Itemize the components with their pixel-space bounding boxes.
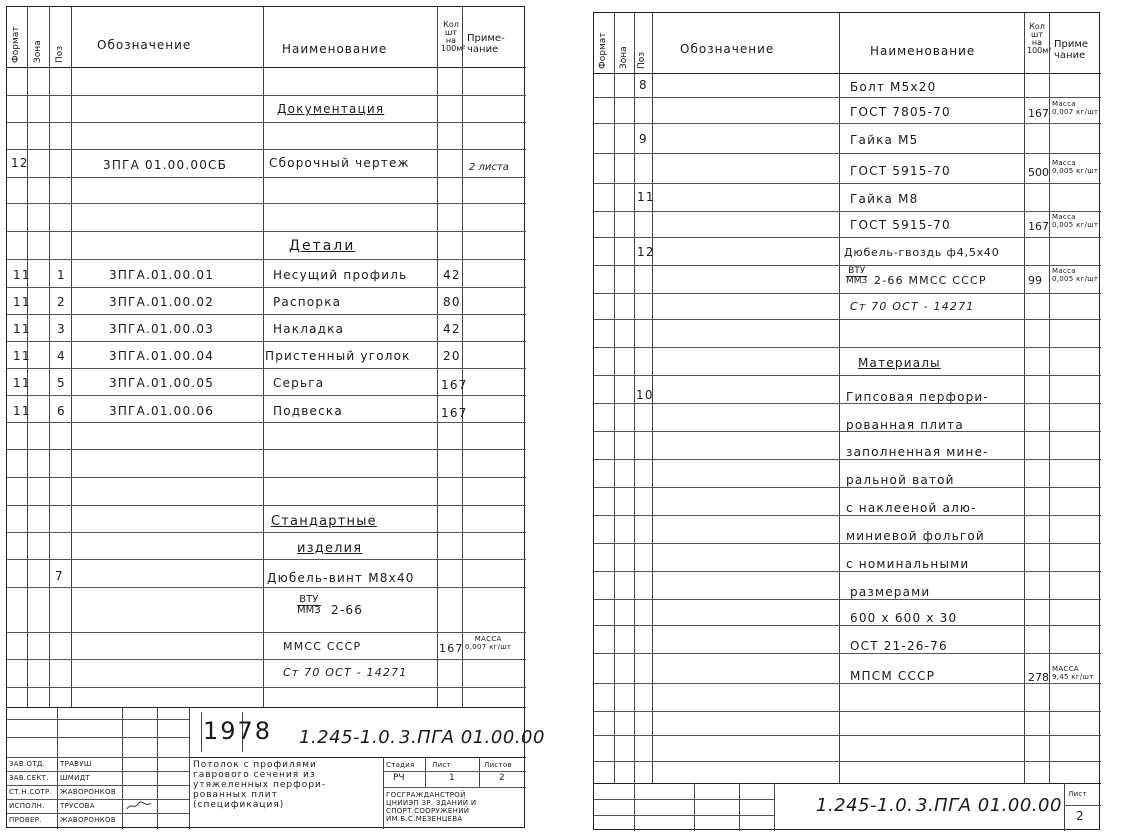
stamp-sheet: 1 [449, 773, 455, 783]
row-format: 11 [13, 295, 31, 309]
stamp-role: ЗАВ.СЕКТ. [9, 774, 49, 782]
row-designation: 3ПГА.01.00.01 [109, 268, 215, 282]
row-pos: 4 [57, 349, 66, 363]
header-note: Приме чание [1054, 39, 1089, 61]
row-name: с номинальными [846, 557, 970, 571]
row-qty: 167 [1028, 107, 1049, 120]
footer-sheet-label: Лист [1068, 790, 1087, 798]
row-name: Дюбель-гвоздь ф4,5х40 [844, 246, 1000, 259]
stamp-stage: РЧ [393, 773, 405, 783]
row-name: ГОСТ 7805-70 [850, 105, 951, 119]
row-qty: 167 [441, 378, 468, 392]
header-format: Формат [598, 32, 608, 69]
spec-sheet-2 [593, 12, 1100, 830]
section-standard: Стандартные [271, 514, 377, 529]
row-pos: 10 [636, 388, 654, 402]
signature-icon [125, 800, 155, 812]
row-name: Болт М5х20 [850, 80, 937, 94]
row-qty: 99 [1028, 274, 1042, 287]
header-pos: Поз [55, 45, 65, 63]
row-qty: 42 [443, 322, 461, 336]
stamp-year: 1978 [203, 717, 273, 745]
stamp-person: ШМИДТ [60, 774, 91, 782]
stamp-series: 1.245-1.0. [299, 727, 397, 748]
row-name: рованная плита [846, 418, 964, 432]
header-designation: Обозначение [680, 42, 775, 56]
row-name: Дюбель-винт М8х40 [267, 571, 415, 585]
row-name: Гайка М8 [850, 192, 919, 206]
row-note: Масса 0,005 кг/шт [1052, 159, 1099, 175]
stamp-organization: ГОСГРАЖДАНСТРОЙ ЦНИИЭП ЗР. ЗДАНИЙ И СПОРТ.СООРУЖЕНИЙ ИМ.Б.С.МЕЗЕНЦЕВА [386, 791, 477, 823]
row-qty: 80 [443, 295, 461, 309]
row-note: Масса 0,005 кг/шт [1052, 267, 1099, 283]
row-name: 600 х 600 х 30 [850, 611, 958, 625]
stamp-role: ИСПОЛН. [9, 802, 45, 810]
section-documentation: Документация [277, 102, 385, 116]
stamp-title: Потолок с профилями гаврового сечения из утяжеленных перфори- рованных плит (спецификация) [193, 760, 327, 810]
header-zone: Зона [33, 40, 43, 63]
section-materials: Материалы [858, 356, 941, 370]
row-note: Масса 0,005 кг/шт [1052, 213, 1099, 229]
row-name: Серьга [273, 376, 325, 390]
row-qty: 167 [439, 642, 464, 655]
spec-sheet-1 [6, 6, 545, 828]
stamp-stage-label: Стадия [386, 761, 415, 769]
header-note: Приме- чание [467, 33, 505, 55]
header-qty: Кол шт на 100м² [441, 20, 466, 53]
header-name: Наименование [870, 44, 976, 58]
row-note: МАССА 9,45 кг/шт [1052, 665, 1094, 681]
footer-series: 1.245-1.0. [816, 795, 914, 816]
row-format: 11 [13, 376, 31, 390]
row-pos: 6 [57, 404, 66, 418]
row-name: Гайка М5 [850, 133, 919, 147]
row-qty: 500 [1028, 166, 1049, 179]
row-name: Ст 70 ОСТ - 14271 [283, 666, 408, 679]
row-format: 11 [13, 268, 31, 282]
row-qty: 20 [443, 349, 461, 363]
section-items: изделия [297, 541, 363, 556]
row-name: ральной ватой [846, 473, 955, 487]
footer-doc-code: 3.ПГА 01.00.00 [916, 795, 1062, 816]
row-designation: 3ПГА.01.00.04 [109, 349, 215, 363]
row-format: 11 [13, 404, 31, 418]
row-pos: 5 [57, 376, 66, 390]
row-designation: 3ПГА 01.00.00СБ [103, 158, 228, 172]
row-fraction-rest: 2-66 ММСС СССР [874, 274, 987, 287]
row-name: Несущий профиль [273, 268, 408, 282]
row-fraction-rest: 2-66 [331, 603, 364, 617]
row-name: ОСТ 21-26-76 [850, 639, 948, 653]
row-pos: 2 [57, 295, 66, 309]
stamp-role: ЗАВ.ОТД. [9, 760, 46, 768]
stamp-role: ПРОВЕР. [9, 816, 42, 824]
header-pos: Поз [637, 51, 647, 69]
row-format: 11 [13, 322, 31, 336]
row-name: Пристенный уголок [265, 349, 411, 363]
row-pos: 3 [57, 322, 66, 336]
header-zone: Зона [619, 46, 629, 69]
row-pos: 9 [639, 132, 648, 146]
row-pos: 12 [637, 245, 655, 259]
header-name: Наименование [282, 42, 388, 56]
row-qty: 167 [1028, 220, 1049, 233]
row-name: ММСС СССР [283, 640, 362, 653]
section-details: Детали [289, 238, 356, 254]
row-fraction: ВТУ ММЗ [297, 594, 321, 616]
stamp-person: ЖАВОРОНКОВ [60, 816, 116, 824]
row-designation: 3ПГА.01.00.03 [109, 322, 215, 336]
row-pos: 11 [637, 190, 655, 204]
row-name: ГОСТ 5915-70 [850, 218, 951, 232]
row-qty: 278 [1028, 671, 1049, 684]
row-fraction: ВТУ ММЗ [846, 266, 868, 286]
row-name: МПСМ СССР [850, 669, 936, 683]
row-note: Масса 0,007 кг/шт [1052, 100, 1099, 116]
stamp-sheet-label: Лист [432, 761, 451, 769]
row-name: размерами [850, 585, 931, 599]
row-name: миниевой фольгой [846, 529, 985, 543]
stamp-sheets-label: Листов [484, 761, 512, 769]
row-note: 2 листа [469, 162, 509, 173]
row-name: Сборочный чертеж [269, 156, 410, 170]
header-format: Формат [11, 26, 21, 63]
row-designation: 3ПГА.01.00.06 [109, 404, 215, 418]
row-pos: 1 [57, 268, 66, 282]
row-format: 12 [11, 156, 29, 170]
row-designation: 3ПГА.01.00.05 [109, 376, 215, 390]
row-pos: 8 [639, 78, 648, 92]
stamp-person: ЖАВОРОНКОВ [60, 788, 116, 796]
stamp-sheets: 2 [499, 773, 505, 783]
footer-sheet: 2 [1076, 809, 1084, 823]
row-name: ГОСТ 5915-70 [850, 164, 951, 178]
row-name: Накладка [273, 322, 345, 336]
row-qty: 42 [443, 268, 461, 282]
stamp-doc-code: 3.ПГА 01.00.00 [399, 727, 545, 748]
stamp-person: ТРАВУШ [60, 760, 92, 768]
row-name: Распорка [273, 295, 342, 309]
row-name: заполненная мине- [846, 445, 989, 459]
row-note: МАССА 0,007 кг/шт [465, 635, 512, 651]
row-name: Гипсовая перфори- [846, 390, 989, 404]
stamp-role: СТ.Н.СОТР. [9, 788, 52, 796]
row-name: с наклееной алю- [846, 501, 977, 515]
row-format: 11 [13, 349, 31, 363]
row-name: Подвеска [273, 404, 343, 418]
row-name: Ст 70 ОСТ - 14271 [850, 300, 975, 313]
stamp-person: ТРУСОВА [60, 802, 95, 810]
row-designation: 3ПГА.01.00.02 [109, 295, 215, 309]
header-qty: Кол шт на 100м² [1027, 22, 1052, 55]
row-pos: 7 [55, 569, 64, 583]
row-qty: 167 [441, 406, 468, 420]
header-designation: Обозначение [97, 38, 192, 52]
